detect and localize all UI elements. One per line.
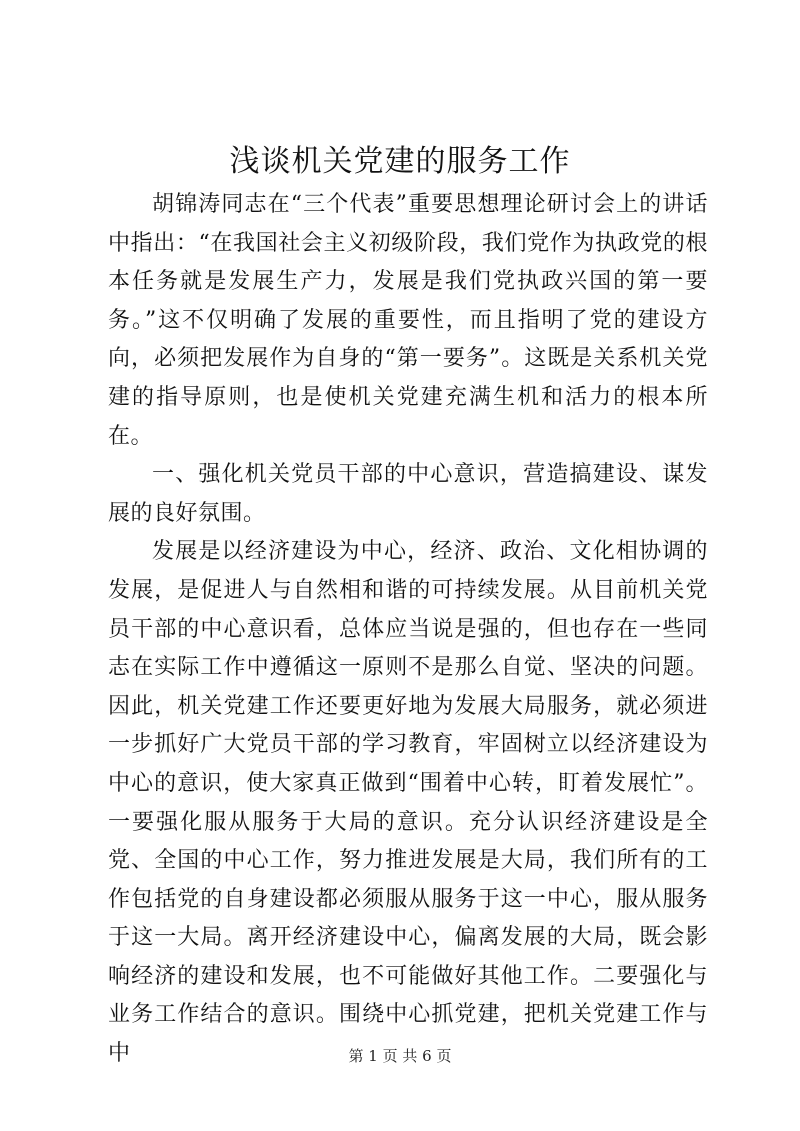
paragraph-section-heading: 一、强化机关党员干部的中心意识，营造搞建设、谋发展的良好氛围。	[108, 462, 708, 526]
page-number-footer: 第 1 页 共 6 页	[348, 1047, 452, 1065]
document-body	[108, 186, 708, 1074]
paragraph-development: 发展是以经济建设为中心，经济、政治、文化相协调的发展，是促进人与自然相和谐的可持续发展。从目前机关党员干部的中心意识看，总体应当说是强的，但也存在一些同志在实际工作中遵循这一原则不是那么自觉、坚决的问题。因此，机关党建工作还要更好地为发展大局服务，就必须进一步抓好广大党员干部的学习教育，牢固树立以经济建设为中心的意识，使大家真正做到“围着中心转，盯着发展忙”。一要强化服从服务于大局的意识。充分认识经济建设是全党、全国的中心工作，努力推进发展是大局，我们所有的工作包括党的自身建设都必须服从服务于这一中心，服从服务于这一大局。离开经济建设中心，偏离发展的大局，既会影响经济的建设和发展，也不可能做好其他工作。二要强化与业务工作结合的意识。围绕中心抓党建，把机关党建工作与中	[108, 539, 708, 1067]
document-title: 浅谈机关党建的服务工作	[229, 144, 571, 179]
paragraph-intro: 胡锦涛同志在“三个代表”重要思想理论研讨会上的讲话中指出：“在我国社会主义初级阶段，我们党作为执政党的根本任务就是发展生产力，发展是我们党执政兴国的第一要务。”这不仅明确了发展的重要性，而且指明了党的建设方向，必须把发展作为自身的“第一要务”。这既是关系机关党建的指导原则，也是使机关党建充满生机和活力的根本所在。	[108, 192, 708, 449]
